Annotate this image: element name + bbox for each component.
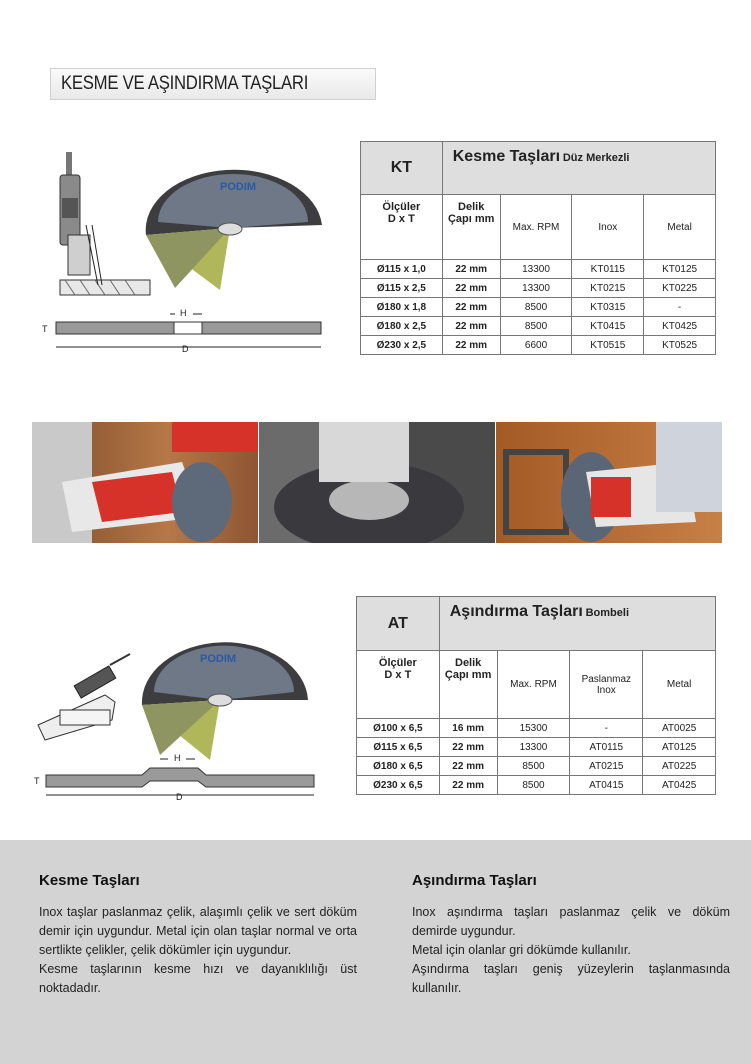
kt-row [361,298,716,317]
page-title-box [50,68,376,100]
at-cell: 16 mm [439,719,497,738]
at-cell: 8500 [497,776,570,795]
cutting-disc-image [146,170,322,290]
at-cell: AT0425 [643,776,716,795]
at-cell: AT0125 [643,738,716,757]
kt-cell: Ø180 x 2,5 [361,317,443,336]
at-col-delik: Delik Çapı mm [439,651,497,719]
at-cell: AT0215 [570,757,643,776]
kt-cell: 13300 [500,279,572,298]
kt-cell: KT0315 [572,298,644,317]
dim-h-label: H [180,308,187,318]
photo-grinder-cutting [32,422,258,543]
kt-code: KT [361,142,443,195]
photo-grinder-sparks [496,422,722,543]
kt-row [361,317,716,336]
kt-cell: KT0215 [572,279,644,298]
at-cell: AT0415 [570,776,643,795]
kt-cell: KT0515 [572,336,644,355]
at-cell: AT0225 [643,757,716,776]
info-right-heading: Aşındırma Taşları [412,872,537,889]
kt-col-olculer: Ölçüler D x T [361,195,443,260]
kt-illustration [40,140,340,360]
kt-cell: 22 mm [442,279,500,298]
at-row [357,738,716,757]
at-cell: 22 mm [439,757,497,776]
at-cell: - [570,719,643,738]
at-cell: 22 mm [439,776,497,795]
kt-row [361,260,716,279]
at-col-metal: Metal [643,651,716,719]
grinding-disc-image [142,642,308,760]
page-title: KESME VE AŞINDIRMA TAŞLARI [61,73,309,94]
kt-cell: Ø230 x 2,5 [361,336,443,355]
at-illustration [30,640,340,810]
photo-strip [32,422,722,543]
kt-cell: 22 mm [442,317,500,336]
at-cell: Ø180 x 6,5 [357,757,440,776]
kt-cell: KT0225 [644,279,716,298]
kt-cell: KT0415 [572,317,644,336]
at-cell: AT0025 [643,719,716,738]
kt-cell: 6600 [500,336,572,355]
at-cell: 15300 [497,719,570,738]
at-cell: 22 mm [439,738,497,757]
at-cell: Ø230 x 6,5 [357,776,440,795]
at-heading: Aşındırma Taşları Bombeli [439,597,715,651]
kt-cell: Ø180 x 1,8 [361,298,443,317]
at-code: AT [357,597,440,651]
kt-col-delik: Delik Çapı mm [442,195,500,260]
kt-cell: 22 mm [442,298,500,317]
brand-logo-2: PODIM [200,653,237,665]
at-cell: Ø115 x 6,5 [357,738,440,757]
kt-row [361,279,716,298]
kt-col-rpm: Max. RPM [500,195,572,260]
info-right [412,872,730,998]
info-left-text: Inox taşlar paslanmaz çelik, alaşımlı çelik ve sert döküm demir için uygundur. Metal için olan taşlar normal ve orta sertlikte çelikler, çelik dökümler için uygundur. Kesme taşlarının kesme hızı ve dayanıklılığı üst noktadadır. [39,905,357,995]
kt-col-inox: Inox [572,195,644,260]
at-cell: AT0115 [570,738,643,757]
photo-disc-closeup [259,422,495,543]
kt-table [360,141,716,355]
at-row [357,719,716,738]
kt-cell: Ø115 x 1,0 [361,260,443,279]
dim-d-label-2: D [176,792,183,802]
kt-cell: KT0125 [644,260,716,279]
at-cell: 13300 [497,738,570,757]
at-cell: Ø100 x 6,5 [357,719,440,738]
kt-cell: KT0425 [644,317,716,336]
at-col-rpm: Max. RPM [497,651,570,719]
at-col-paslanmaz: Paslanmaz Inox [570,651,643,719]
kt-cell: 22 mm [442,260,500,279]
at-cell: 8500 [497,757,570,776]
kt-cell: KT0525 [644,336,716,355]
kt-cell: Ø115 x 2,5 [361,279,443,298]
info-right-text: Inox aşındırma taşları paslanmaz çelik ve döküm demirde uygundur. Metal için olanlar gri dökümde kullanılır. Aşındırma taşları geniş yüzeylerin taşlanmasında kullanılır. [412,905,730,995]
kt-row [361,336,716,355]
at-col-olculer: Ölçüler D x T [357,651,440,719]
kt-cell: KT0115 [572,260,644,279]
kt-col-metal: Metal [644,195,716,260]
kt-cell: 22 mm [442,336,500,355]
at-row [357,757,716,776]
brand-logo: PODIM [220,181,257,193]
kt-cell: 8500 [500,317,572,336]
at-table [356,596,716,795]
info-panel [0,840,751,1064]
dim-h-label-2: H [174,753,181,763]
kt-cell: 13300 [500,260,572,279]
dim-t-label-2: T [34,776,40,786]
info-left [39,872,357,998]
dim-t-label: T [42,324,48,334]
kt-cell: 8500 [500,298,572,317]
kt-cell: - [644,298,716,317]
at-row [357,776,716,795]
dim-d-label: D [182,344,189,354]
kt-heading: Kesme Taşları Düz Merkezli [442,142,715,195]
info-left-heading: Kesme Taşları [39,872,140,889]
